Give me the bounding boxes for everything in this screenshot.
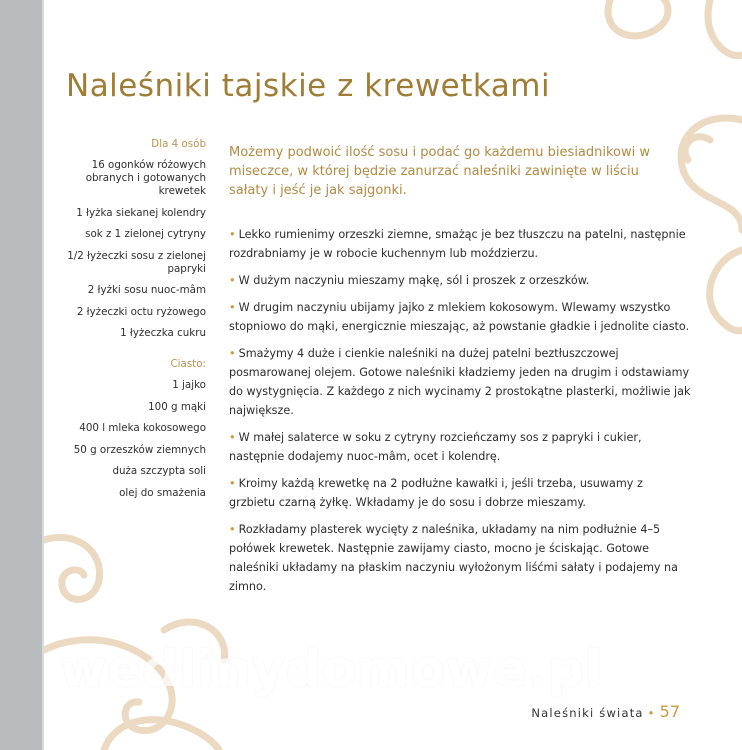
recipe-intro: Możemy podwoić ilość sosu i podać go każdemu biesiadnikowi w miseczce, w której będzie zanurzać naleśniki zawinięte w liściu sałaty i jeść je jak sajgonki. [229,145,651,198]
dough-heading: Ciasto: [170,358,206,370]
dough-ingredient-item: 400 l mleka kokosowego [79,422,206,434]
step-text: Kroimy każdą krewetkę na 2 podłużne kawałki i, jeśli trzeba, usuwamy z grzbietu czarną żyłkę. Wkładamy je do sosu i dobrze mieszamy. [229,477,643,509]
bullet-icon: • [229,431,236,444]
bullet-icon: • [229,228,236,241]
footer-section-title: Naleśniki świata [531,706,644,720]
step-item [229,344,691,420]
dough-ingredient-item: 50 g orzeszków ziemnych [73,443,206,456]
step-item [229,225,691,263]
swirl-ornament-bottom-left [44,480,244,750]
step-item [229,520,691,596]
page-footer [531,702,680,721]
bullet-icon: • [229,523,236,536]
servings-heading: Dla 4 osób [151,138,206,150]
step-item [229,298,691,336]
page-number: 57 [659,702,680,721]
step-item [229,271,691,290]
bullet-icon: • [229,347,236,360]
bullet-icon: • [229,274,236,287]
page-edge [42,0,44,750]
step-text: Smażymy 4 duże i cienkie naleśniki na dużej patelni beztłuszczowej posmarowanej olejem. Gotowe naleśniki kładziemy jeden na drugim i odstawiamy do wystygnięcia. Z każdego z nich wycinamy 2 prostokątne plasterki, możliwie jak największe. [229,347,691,417]
ingredient-item: 1 łyżka siekanej kolendry [76,206,206,219]
step-item [229,428,691,466]
preparation-steps [229,225,691,604]
bullet-icon: • [229,301,236,314]
dough-ingredient-item: olej do smażenia [119,486,206,499]
dough-ingredient-item: 1 jajko [172,379,206,391]
step-text: Lekko rumienimy orzeszki ziemne, smażąc je bez tłuszczu na patelni, następnie rozdrabniamy je w robocie kuchennym lub moździerzu. [229,228,686,260]
step-item [229,474,691,512]
recipe-title: Naleśniki tajskie z krewetkami [66,68,551,104]
gray-binding-strip [0,0,42,750]
step-text: W małej salaterce w soku z cytryny rozcieńczamy sos z papryki i cukier, następnie dodajemy nuoc-mâm, ocet i kolendrę. [229,431,642,463]
bullet-icon: • [229,477,236,490]
dough-ingredient-item: duża szczypta soli [112,465,206,477]
ingredient-item: 1/2 łyżeczki sosu z zielonej papryki [67,249,206,275]
ingredient-item: 16 ogonków różowych obranych i gotowanych krewetek [85,159,206,197]
ingredient-item: 2 łyżeczki octu ryżowego [76,305,206,318]
ingredient-item: 2 łyżki sosu nuoc-mâm [87,284,206,296]
watermark: wedlinydomowe.pl [60,640,603,698]
footer-separator: • [647,706,656,720]
ingredients-list [48,138,206,508]
step-text: W dużym naczyniu mieszamy mąkę, sól i proszek z orzeszków. [238,274,590,287]
ingredient-item: 1 łyżeczka cukru [120,327,206,339]
step-text: Rozkładamy plasterek wycięty z naleśnika, układamy na nim podłużnie 4–5 połówek krewetek. Następnie zawijamy ciasto, mocno je ściskając. Gotowe naleśniki układamy na płaskim naczyniu wyłożonym liśćmi sałaty i podajemy na zimno. [229,523,678,593]
dough-ingredient-item: 100 g mąki [148,400,206,413]
step-text: W drugim naczyniu ubijamy jajko z mlekiem kokosowym. Wlewamy wszystko stopniowo do mąki, energicznie mieszając, aż powstanie gładkie i jednolite ciasto. [229,301,690,333]
ingredient-item: sok z 1 zielonej cytryny [85,228,206,240]
